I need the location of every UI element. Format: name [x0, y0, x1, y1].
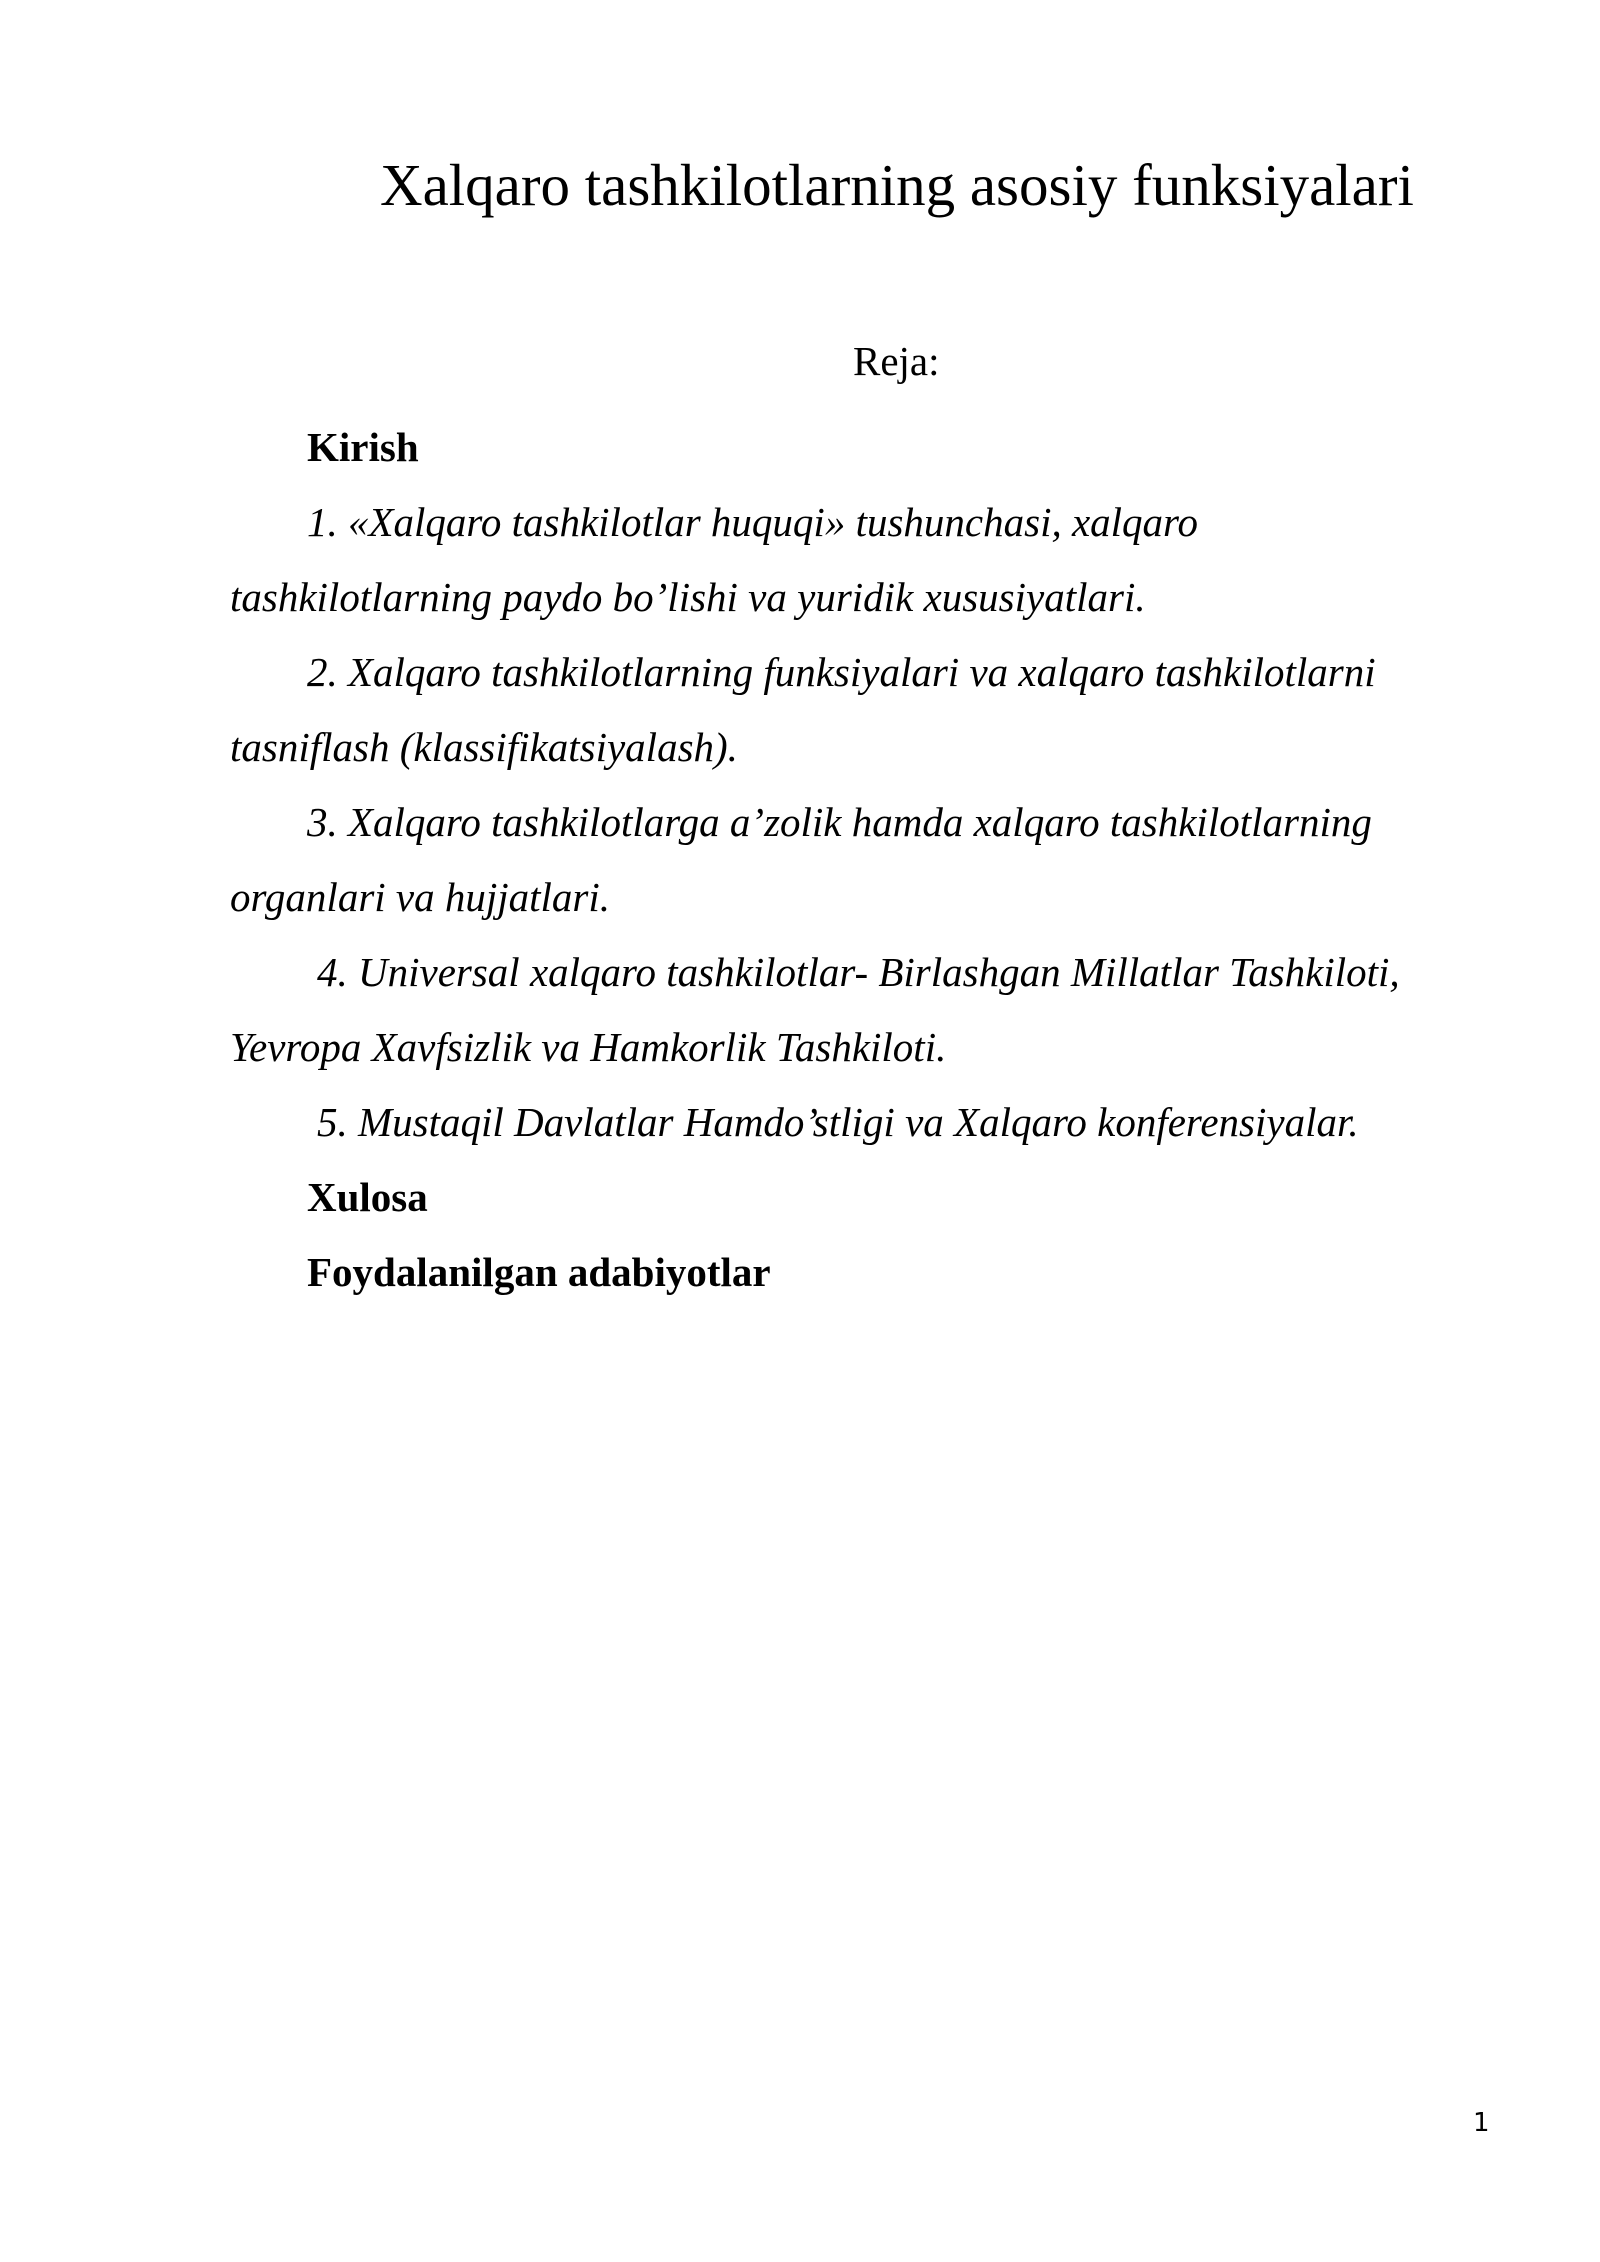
- plan-references: Foydalanilgan adabiyotlar: [307, 1249, 771, 1295]
- plan-list: [230, 410, 1470, 1310]
- plan-item-2: 2. Xalqaro tashkilotlarning funksiyalari va xalqaro tashkilotlarni tasniflash (klassifikatsiyalash).: [230, 649, 1376, 770]
- page-number: 1: [1473, 2108, 1490, 2138]
- plan-item-1: 1. «Xalqaro tashkilotlar huquqi» tushunchasi, xalqaro tashkilotlarning paydo bo’lishi va yuridik xususiyatlari.: [230, 499, 1198, 620]
- plan-conclusion: Xulosa: [307, 1174, 428, 1220]
- document-title: Xalqaro tashkilotlarning asosiy funksiyalari: [380, 152, 1414, 218]
- plan-heading: Reja:: [853, 338, 940, 384]
- plan-item-3: 3. Xalqaro tashkilotlarga a’zolik hamda xalqaro tashkilotlarning organlari va hujjatlari.: [230, 799, 1372, 920]
- plan-intro: Kirish: [307, 424, 419, 470]
- plan-item-4: 4. Universal xalqaro tashkilotlar- Birlashgan Millatlar Tashkiloti, Yevropa Xavfsizlik va Hamkorlik Tashkiloti.: [230, 949, 1400, 1070]
- plan-item-5: 5. Mustaqil Davlatlar Hamdo’stligi va Xalqaro konferensiyalar.: [317, 1099, 1359, 1145]
